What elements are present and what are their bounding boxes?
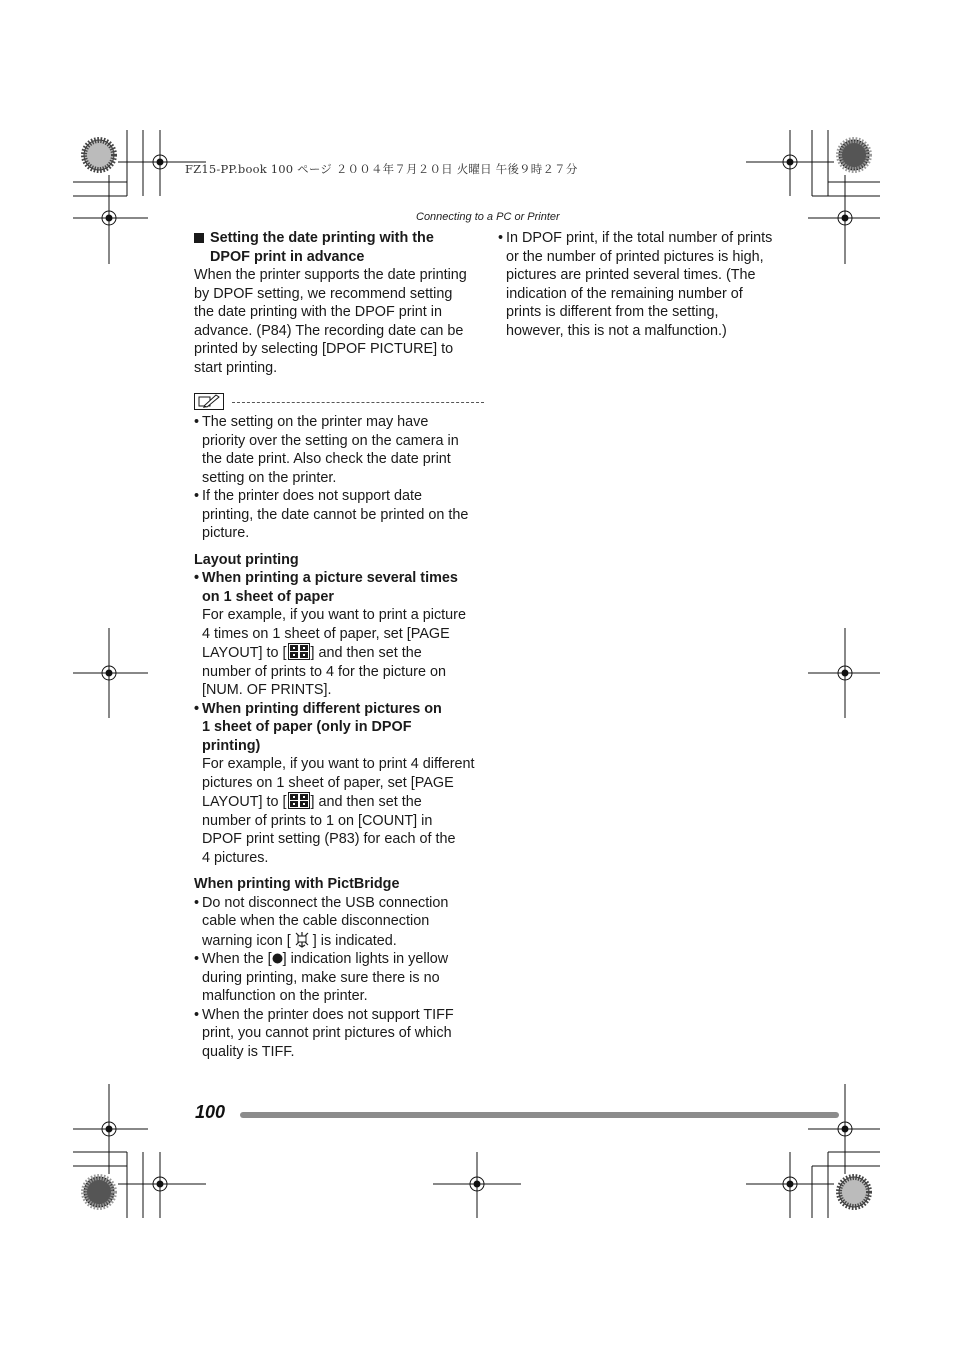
four-up-layout-icon (288, 792, 310, 809)
layout-bullet-body: For example, if you want to print 4 different pictures on 1 sheet of paper, set [PAGE LAYOUT] to [ ] and then set the number of prints to 1 on [COUNT] in DPOF print setting (P83) for each of the 4 pictures. (202, 756, 475, 866)
note-item: • The setting on the printer may have priority over the setting on the camera in the date print. Also check the date print setting on the printer. (194, 413, 484, 487)
layout-bullet-heading: • When printing a picture several times on 1 sheet of paper (194, 569, 484, 606)
right-column (498, 229, 798, 340)
layout-printing-heading: Layout printing (194, 551, 299, 568)
note-pencil-icon (194, 393, 224, 410)
pictbridge-item: • When the printer does not support TIFF print, you cannot print pictures of which quality is TIFF. (194, 1006, 484, 1062)
page-number: 100 (195, 1102, 226, 1122)
cable-disconnect-warning-icon (292, 931, 312, 948)
date-printing-body: When the printer supports the date printing by DPOF setting, we recommend setting the date printing with the DPOF print in advance. (P84) The recording date can be printed by selecting [DPOF PICTURE] to start printing. (194, 267, 467, 376)
date-printing-heading: Setting the date printing with the DPOF print in advance (194, 229, 484, 266)
square-bullet-icon (194, 233, 204, 243)
layout-bullet-heading: • When printing different pictures on 1 sheet of paper (only in DPOF printing) (194, 700, 484, 756)
layout-bullet-body: For example, if you want to print a picture 4 times on 1 sheet of paper, set [PAGE LAYOUT] to [ ] and then set the number of prints to 4 for the picture on [NUM. OF PRINTS]. (202, 607, 466, 698)
note-divider (194, 390, 484, 412)
four-up-layout-icon (288, 643, 310, 660)
dpof-note-item: • In DPOF print, if the total number of prints or the number of printed pictures is high, pictures are printed several times. (The indication of the remaining number of prints is different from the setting, however, this is not a malfunction.) (498, 229, 798, 340)
pictbridge-item: • When the [ ] indication lights in yellow during printing, make sure there is no malfunction on the printer. (194, 950, 484, 1006)
note-item: • If the printer does not support date printing, the date cannot be printed on the picture. (194, 487, 484, 543)
filled-circle-indicator-icon (272, 953, 283, 964)
pictbridge-item: • Do not disconnect the USB connection cable when the cable disconnection warning icon [ ] is indicated. (194, 894, 484, 951)
print-header: FZ15-PP.book 100 ページ ２００４年７月２０日 火曜日 午後９時２７分 (185, 162, 578, 176)
section-title: Connecting to a PC or Printer (416, 211, 560, 223)
dashed-rule (232, 402, 484, 403)
left-column (194, 229, 484, 1061)
pictbridge-heading: When printing with PictBridge (194, 876, 400, 892)
page-footer-bar (240, 1112, 839, 1118)
